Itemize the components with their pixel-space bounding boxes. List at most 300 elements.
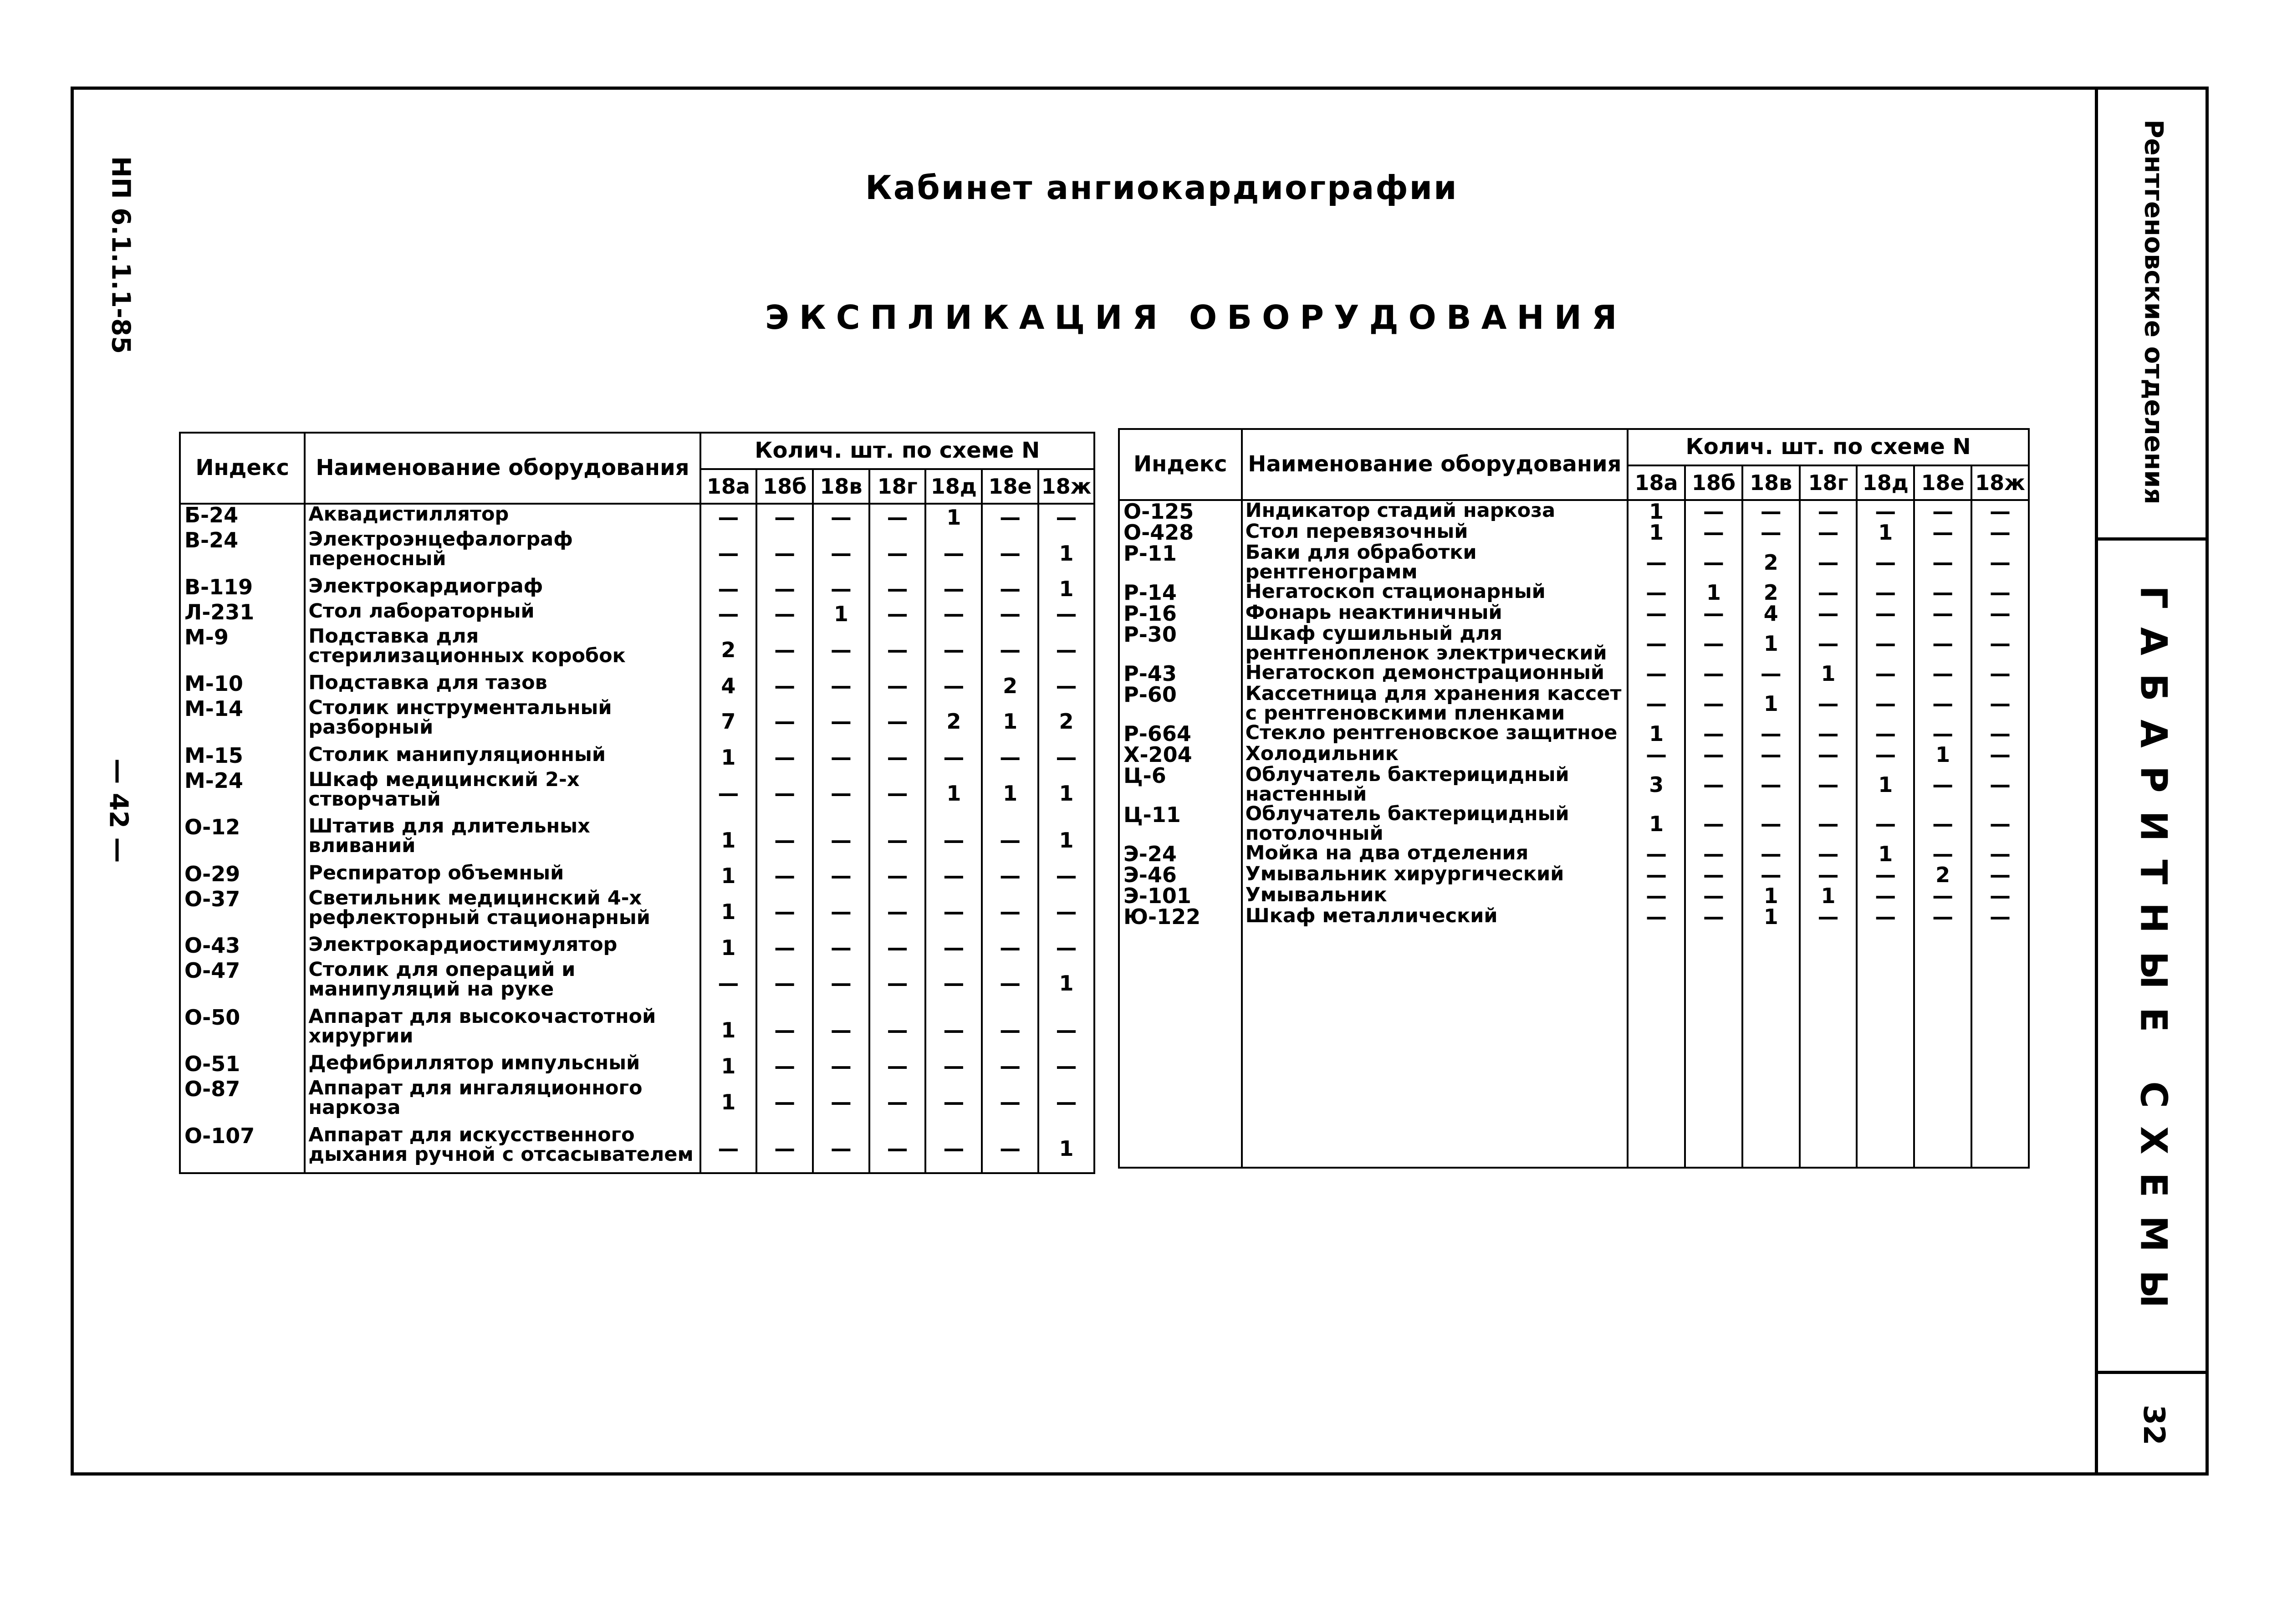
row-quantity: — xyxy=(1685,885,1742,906)
row-quantity: 2 xyxy=(982,673,1038,698)
row-quantity: — xyxy=(700,530,757,577)
row-quantity: — xyxy=(1685,843,1742,864)
row-quantity: — xyxy=(925,1125,982,1173)
row-index: О-107 xyxy=(180,1125,305,1173)
row-index: Э-46 xyxy=(1119,864,1242,885)
row-index: О-428 xyxy=(1119,522,1242,543)
row-quantity: — xyxy=(1038,863,1094,889)
row-quantity: 2 xyxy=(1038,698,1094,745)
row-index: Э-101 xyxy=(1119,885,1242,906)
row-quantity: — xyxy=(1800,906,1857,927)
equipment-table-right xyxy=(1118,428,2030,1169)
sidebar-divider xyxy=(2098,537,2209,541)
row-quantity: — xyxy=(1971,843,2029,864)
row-quantity: 2 xyxy=(1742,543,1800,582)
row-quantity: — xyxy=(982,817,1038,863)
row-quantity: — xyxy=(813,770,869,817)
row-quantity: — xyxy=(1914,663,1971,684)
row-index: О-12 xyxy=(180,817,305,863)
row-quantity: — xyxy=(756,935,813,960)
row-quantity: 1 xyxy=(700,889,757,935)
row-quantity: — xyxy=(700,960,757,1007)
table-row xyxy=(180,745,1094,770)
row-index: О-51 xyxy=(180,1053,305,1078)
row-quantity: — xyxy=(756,504,813,530)
row-quantity: — xyxy=(1800,582,1857,603)
row-quantity: — xyxy=(756,960,813,1007)
table-body-right xyxy=(1119,500,2029,1168)
row-equipment-name: Аппарат для ингаляционного наркоза xyxy=(305,1078,700,1125)
row-quantity: 1 xyxy=(1038,960,1094,1007)
row-quantity: — xyxy=(700,770,757,817)
header-scheme: 18д xyxy=(1857,465,1914,500)
header-index: Индекс xyxy=(1119,429,1242,500)
row-quantity: — xyxy=(1971,624,2029,663)
row-quantity: — xyxy=(1038,1078,1094,1125)
row-equipment-name: Кассетница для хранения кассет с рентгеновскими пленками xyxy=(1242,684,1628,723)
header-scheme: 18г xyxy=(1800,465,1857,500)
row-index: Р-30 xyxy=(1119,624,1242,663)
row-quantity: 1 xyxy=(1914,744,1971,765)
row-index: В-119 xyxy=(180,577,305,602)
row-equipment-name: Столик инструментальный разборный xyxy=(305,698,700,745)
empty-cell xyxy=(1242,927,1628,1168)
row-quantity: — xyxy=(1857,885,1914,906)
header-scheme: 18д xyxy=(925,469,982,504)
row-equipment-name: Умывальник хирургический xyxy=(1242,864,1628,885)
row-quantity: — xyxy=(982,863,1038,889)
row-quantity: — xyxy=(1038,627,1094,674)
row-quantity: — xyxy=(1971,864,2029,885)
row-quantity: — xyxy=(1742,864,1800,885)
row-quantity: 1 xyxy=(1742,885,1800,906)
row-equipment-name: Светильник медицинский 4-х рефлекторный стационарный xyxy=(305,889,700,935)
row-quantity: — xyxy=(1914,522,1971,543)
row-quantity: — xyxy=(813,745,869,770)
row-quantity: — xyxy=(1628,885,1685,906)
row-quantity: 1 xyxy=(1742,624,1800,663)
row-quantity: — xyxy=(756,1125,813,1173)
row-quantity: — xyxy=(1971,684,2029,723)
row-quantity: — xyxy=(756,1007,813,1054)
row-index: Х-204 xyxy=(1119,744,1242,765)
row-quantity: — xyxy=(813,530,869,577)
row-index: Р-43 xyxy=(1119,663,1242,684)
row-quantity: — xyxy=(1857,804,1914,843)
row-quantity: 1 xyxy=(1038,817,1094,863)
empty-cell xyxy=(1685,927,1742,1168)
row-quantity: — xyxy=(1628,624,1685,663)
row-quantity: — xyxy=(1971,765,2029,804)
row-index: М-14 xyxy=(180,698,305,745)
row-quantity: — xyxy=(925,889,982,935)
row-quantity: — xyxy=(813,698,869,745)
row-quantity: — xyxy=(982,504,1038,530)
row-quantity: — xyxy=(813,1053,869,1078)
row-quantity: — xyxy=(1971,603,2029,624)
row-index: Р-664 xyxy=(1119,723,1242,744)
row-quantity: — xyxy=(1685,906,1742,927)
row-quantity: — xyxy=(1857,582,1914,603)
row-quantity: — xyxy=(1800,684,1857,723)
header-scheme: 18ж xyxy=(1971,465,2029,500)
header-scheme: 18б xyxy=(756,469,813,504)
row-quantity: 1 xyxy=(1800,885,1857,906)
row-quantity: — xyxy=(1914,885,1971,906)
row-quantity: — xyxy=(925,627,982,674)
row-index: О-125 xyxy=(1119,500,1242,522)
table-row xyxy=(180,1053,1094,1078)
row-quantity: — xyxy=(869,1007,926,1054)
row-quantity: — xyxy=(1914,843,1971,864)
row-quantity: — xyxy=(1628,603,1685,624)
row-quantity: — xyxy=(1914,543,1971,582)
row-quantity: — xyxy=(700,577,757,602)
header-name: Наименование оборудования xyxy=(305,433,700,504)
row-quantity: — xyxy=(756,863,813,889)
row-quantity: — xyxy=(869,1053,926,1078)
row-index: М-9 xyxy=(180,627,305,674)
empty-cell xyxy=(1914,927,1971,1168)
row-quantity: 1 xyxy=(1742,684,1800,723)
row-quantity: — xyxy=(1971,663,2029,684)
row-quantity: — xyxy=(1685,543,1742,582)
table-row xyxy=(1119,500,2029,522)
row-equipment-name: Облучатель бактерицидный настенный xyxy=(1242,765,1628,804)
row-quantity: 4 xyxy=(700,673,757,698)
row-quantity: — xyxy=(1800,603,1857,624)
header-scheme: 18а xyxy=(1628,465,1685,500)
row-quantity: — xyxy=(1800,843,1857,864)
row-quantity: — xyxy=(813,1007,869,1054)
empty-cell xyxy=(1119,927,1242,1168)
row-equipment-name: Баки для обработки рентгенограмм xyxy=(1242,543,1628,582)
table-row xyxy=(1119,843,2029,864)
row-quantity: — xyxy=(756,817,813,863)
row-equipment-name: Столик манипуляционный xyxy=(305,745,700,770)
row-quantity: — xyxy=(1800,744,1857,765)
row-index: В-24 xyxy=(180,530,305,577)
empty-cell xyxy=(1800,927,1857,1168)
header-scheme: 18в xyxy=(813,469,869,504)
document-code: НП 6.1.1.1-85 xyxy=(106,156,136,354)
row-quantity: — xyxy=(1857,500,1914,522)
row-quantity: — xyxy=(756,745,813,770)
equipment-table-left xyxy=(179,432,1095,1174)
page-title: Кабинет ангиокардиографии xyxy=(865,169,1458,207)
header-scheme: 18б xyxy=(1685,465,1742,500)
row-index: Э-24 xyxy=(1119,843,1242,864)
row-quantity: — xyxy=(982,889,1038,935)
row-quantity: — xyxy=(813,935,869,960)
row-quantity: — xyxy=(1914,500,1971,522)
row-quantity: 1 xyxy=(700,1078,757,1125)
row-index: Ц-11 xyxy=(1119,804,1242,843)
row-quantity: — xyxy=(1914,765,1971,804)
table-row xyxy=(1119,684,2029,723)
table-row xyxy=(1119,723,2029,744)
row-quantity: — xyxy=(1685,684,1742,723)
row-quantity: — xyxy=(1628,843,1685,864)
row-quantity: — xyxy=(1038,673,1094,698)
title-block-sidebar xyxy=(2095,87,2209,1476)
row-quantity: — xyxy=(1038,1053,1094,1078)
row-quantity: — xyxy=(925,530,982,577)
table-row xyxy=(180,863,1094,889)
row-equipment-name: Подставка для стерилизационных коробок xyxy=(305,627,700,674)
row-quantity: — xyxy=(1857,603,1914,624)
row-quantity: — xyxy=(1971,723,2029,744)
row-index: Р-11 xyxy=(1119,543,1242,582)
row-equipment-name: Негатоскоп демонстрационный xyxy=(1242,663,1628,684)
sidebar-heading-cell xyxy=(2098,541,2209,1371)
row-quantity: — xyxy=(869,889,926,935)
row-quantity: — xyxy=(925,745,982,770)
row-quantity: — xyxy=(756,577,813,602)
sidebar-section-cell xyxy=(2098,87,2209,537)
row-quantity: — xyxy=(1038,889,1094,935)
row-quantity: 7 xyxy=(700,698,757,745)
row-quantity: — xyxy=(982,745,1038,770)
row-quantity: — xyxy=(925,863,982,889)
row-index: О-37 xyxy=(180,889,305,935)
row-equipment-name: Шкаф медицинский 2-х створчатый xyxy=(305,770,700,817)
row-quantity: — xyxy=(869,935,926,960)
row-quantity: — xyxy=(925,577,982,602)
row-equipment-name: Подставка для тазов xyxy=(305,673,700,698)
row-quantity: — xyxy=(813,1078,869,1125)
row-quantity: — xyxy=(982,1078,1038,1125)
row-quantity: — xyxy=(756,889,813,935)
row-quantity: — xyxy=(1971,906,2029,927)
row-quantity: — xyxy=(1628,864,1685,885)
row-quantity: — xyxy=(869,1078,926,1125)
row-quantity: 1 xyxy=(700,863,757,889)
header-scheme: 18е xyxy=(1914,465,1971,500)
row-quantity: — xyxy=(925,1007,982,1054)
row-quantity: — xyxy=(1742,522,1800,543)
row-quantity: — xyxy=(1971,522,2029,543)
row-quantity: 1 xyxy=(982,698,1038,745)
row-index: О-47 xyxy=(180,960,305,1007)
row-index: М-15 xyxy=(180,745,305,770)
row-quantity: — xyxy=(1628,684,1685,723)
row-quantity: — xyxy=(869,770,926,817)
header-scheme: 18г xyxy=(869,469,926,504)
row-quantity: 2 xyxy=(1914,864,1971,885)
row-quantity: — xyxy=(1857,906,1914,927)
row-quantity: — xyxy=(1628,744,1685,765)
row-quantity: — xyxy=(1038,602,1094,627)
row-quantity: — xyxy=(1914,624,1971,663)
sidebar-divider xyxy=(2098,1371,2209,1374)
table-row xyxy=(1119,543,2029,582)
header-scheme: 18а xyxy=(700,469,757,504)
row-quantity: — xyxy=(1800,624,1857,663)
row-quantity: — xyxy=(1914,906,1971,927)
table-row xyxy=(180,698,1094,745)
row-quantity: — xyxy=(869,602,926,627)
row-quantity: — xyxy=(982,960,1038,1007)
row-equipment-name: Стекло рентгеновское защитное xyxy=(1242,723,1628,744)
row-quantity: — xyxy=(925,1078,982,1125)
row-quantity: 1 xyxy=(1742,906,1800,927)
row-quantity: 1 xyxy=(982,770,1038,817)
table-row xyxy=(180,935,1094,960)
row-equipment-name: Шкаф металлический xyxy=(1242,906,1628,927)
row-quantity: — xyxy=(1628,582,1685,603)
row-quantity: — xyxy=(1800,500,1857,522)
row-quantity: 2 xyxy=(700,627,757,674)
sheet-number: 32 xyxy=(2136,1404,2170,1445)
row-quantity: — xyxy=(756,530,813,577)
row-quantity: — xyxy=(1742,723,1800,744)
row-quantity: 3 xyxy=(1628,765,1685,804)
row-quantity: — xyxy=(982,1125,1038,1173)
row-quantity: — xyxy=(982,577,1038,602)
row-quantity: — xyxy=(813,673,869,698)
row-quantity: — xyxy=(756,698,813,745)
row-quantity: — xyxy=(925,817,982,863)
row-quantity: — xyxy=(982,602,1038,627)
row-index: Ц-6 xyxy=(1119,765,1242,804)
table-row xyxy=(1119,582,2029,603)
row-quantity: 1 xyxy=(925,504,982,530)
table-row xyxy=(1119,885,2029,906)
row-quantity: — xyxy=(1971,744,2029,765)
row-quantity: 1 xyxy=(925,770,982,817)
row-quantity: — xyxy=(925,1053,982,1078)
row-quantity: 4 xyxy=(1742,603,1800,624)
row-quantity: — xyxy=(813,817,869,863)
row-equipment-name: Умывальник xyxy=(1242,885,1628,906)
row-quantity: — xyxy=(1628,906,1685,927)
row-quantity: — xyxy=(869,817,926,863)
header-qty: Колич. шт. по схеме N xyxy=(700,433,1094,469)
table-row xyxy=(1119,906,2029,927)
row-quantity: — xyxy=(1971,804,2029,843)
row-equipment-name: Штатив для длительных вливаний xyxy=(305,817,700,863)
row-quantity: — xyxy=(1628,543,1685,582)
row-quantity: 1 xyxy=(1628,804,1685,843)
table-row xyxy=(180,1007,1094,1054)
row-quantity: — xyxy=(869,530,926,577)
table-row xyxy=(1119,765,2029,804)
row-quantity: — xyxy=(1038,504,1094,530)
row-quantity: — xyxy=(1914,603,1971,624)
row-quantity: — xyxy=(869,863,926,889)
row-quantity: — xyxy=(1857,723,1914,744)
row-quantity: — xyxy=(756,673,813,698)
row-equipment-name: Стол лабораторный xyxy=(305,602,700,627)
row-quantity: — xyxy=(1914,723,1971,744)
row-quantity: — xyxy=(1685,723,1742,744)
row-equipment-name: Индикатор стадий наркоза xyxy=(1242,500,1628,522)
row-quantity: — xyxy=(756,627,813,674)
row-quantity: 1 xyxy=(1628,500,1685,522)
row-index: Р-16 xyxy=(1119,603,1242,624)
table-row xyxy=(180,504,1094,530)
row-quantity: — xyxy=(869,745,926,770)
row-quantity: — xyxy=(813,504,869,530)
row-equipment-name: Аппарат для искусственного дыхания ручной с отсасывателем xyxy=(305,1125,700,1173)
header-scheme: 18ж xyxy=(1038,469,1094,504)
table-row xyxy=(1119,663,2029,684)
row-equipment-name: Аппарат для высокочастотной хирургии xyxy=(305,1007,700,1054)
row-equipment-name: Шкаф сушильный для рентгенопленок электрический xyxy=(1242,624,1628,663)
sidebar-heading: ГАБАРИТНЫЕ СХЕМЫ xyxy=(2132,585,2175,1326)
row-quantity: 1 xyxy=(700,817,757,863)
empty-cell xyxy=(1628,927,1685,1168)
header-qty: Колич. шт. по схеме N xyxy=(1628,429,2029,465)
row-equipment-name: Мойка на два отделения xyxy=(1242,843,1628,864)
row-quantity: 1 xyxy=(700,1053,757,1078)
row-quantity: — xyxy=(982,1053,1038,1078)
row-quantity: — xyxy=(813,627,869,674)
row-quantity: 1 xyxy=(1038,577,1094,602)
row-equipment-name: Столик для операций и манипуляций на руке xyxy=(305,960,700,1007)
row-quantity: — xyxy=(756,1078,813,1125)
table-row xyxy=(180,960,1094,1007)
header-scheme: 18в xyxy=(1742,465,1800,500)
row-quantity: 1 xyxy=(1857,843,1914,864)
row-quantity: — xyxy=(1038,1007,1094,1054)
row-quantity: 1 xyxy=(1038,1125,1094,1173)
row-quantity: — xyxy=(813,889,869,935)
row-quantity: 1 xyxy=(1800,663,1857,684)
row-quantity: — xyxy=(1800,765,1857,804)
table-row xyxy=(180,627,1094,674)
row-quantity: — xyxy=(925,602,982,627)
row-quantity: 1 xyxy=(700,1007,757,1054)
row-index: Ю-122 xyxy=(1119,906,1242,927)
row-equipment-name: Облучатель бактерицидный потолочный xyxy=(1242,804,1628,843)
row-quantity: 1 xyxy=(1038,530,1094,577)
row-quantity: 1 xyxy=(1685,582,1742,603)
row-quantity: — xyxy=(1857,543,1914,582)
row-quantity: — xyxy=(1857,684,1914,723)
row-quantity: — xyxy=(700,1125,757,1173)
row-quantity: — xyxy=(1914,684,1971,723)
row-quantity: — xyxy=(1742,843,1800,864)
table-row xyxy=(180,673,1094,698)
row-quantity: — xyxy=(869,673,926,698)
row-quantity: — xyxy=(1800,522,1857,543)
table-row xyxy=(180,577,1094,602)
row-quantity: — xyxy=(1857,624,1914,663)
row-equipment-name: Холодильник xyxy=(1242,744,1628,765)
header-name: Наименование оборудования xyxy=(1242,429,1628,500)
row-quantity: — xyxy=(982,1007,1038,1054)
row-equipment-name: Электроэнцефалограф переносный xyxy=(305,530,700,577)
row-quantity: — xyxy=(1971,582,2029,603)
row-index: О-43 xyxy=(180,935,305,960)
row-quantity: — xyxy=(700,504,757,530)
row-index: О-50 xyxy=(180,1007,305,1054)
row-quantity: — xyxy=(982,935,1038,960)
table-row xyxy=(1119,804,2029,843)
row-quantity: — xyxy=(1685,804,1742,843)
row-equipment-name: Электрокардиостимулятор xyxy=(305,935,700,960)
row-quantity: 1 xyxy=(813,602,869,627)
row-quantity: — xyxy=(813,577,869,602)
row-quantity: — xyxy=(1800,723,1857,744)
row-quantity: 1 xyxy=(1628,522,1685,543)
row-quantity: — xyxy=(1685,624,1742,663)
row-quantity: — xyxy=(1971,543,2029,582)
row-index: Р-60 xyxy=(1119,684,1242,723)
sidebar-sheet-cell xyxy=(2098,1374,2209,1476)
